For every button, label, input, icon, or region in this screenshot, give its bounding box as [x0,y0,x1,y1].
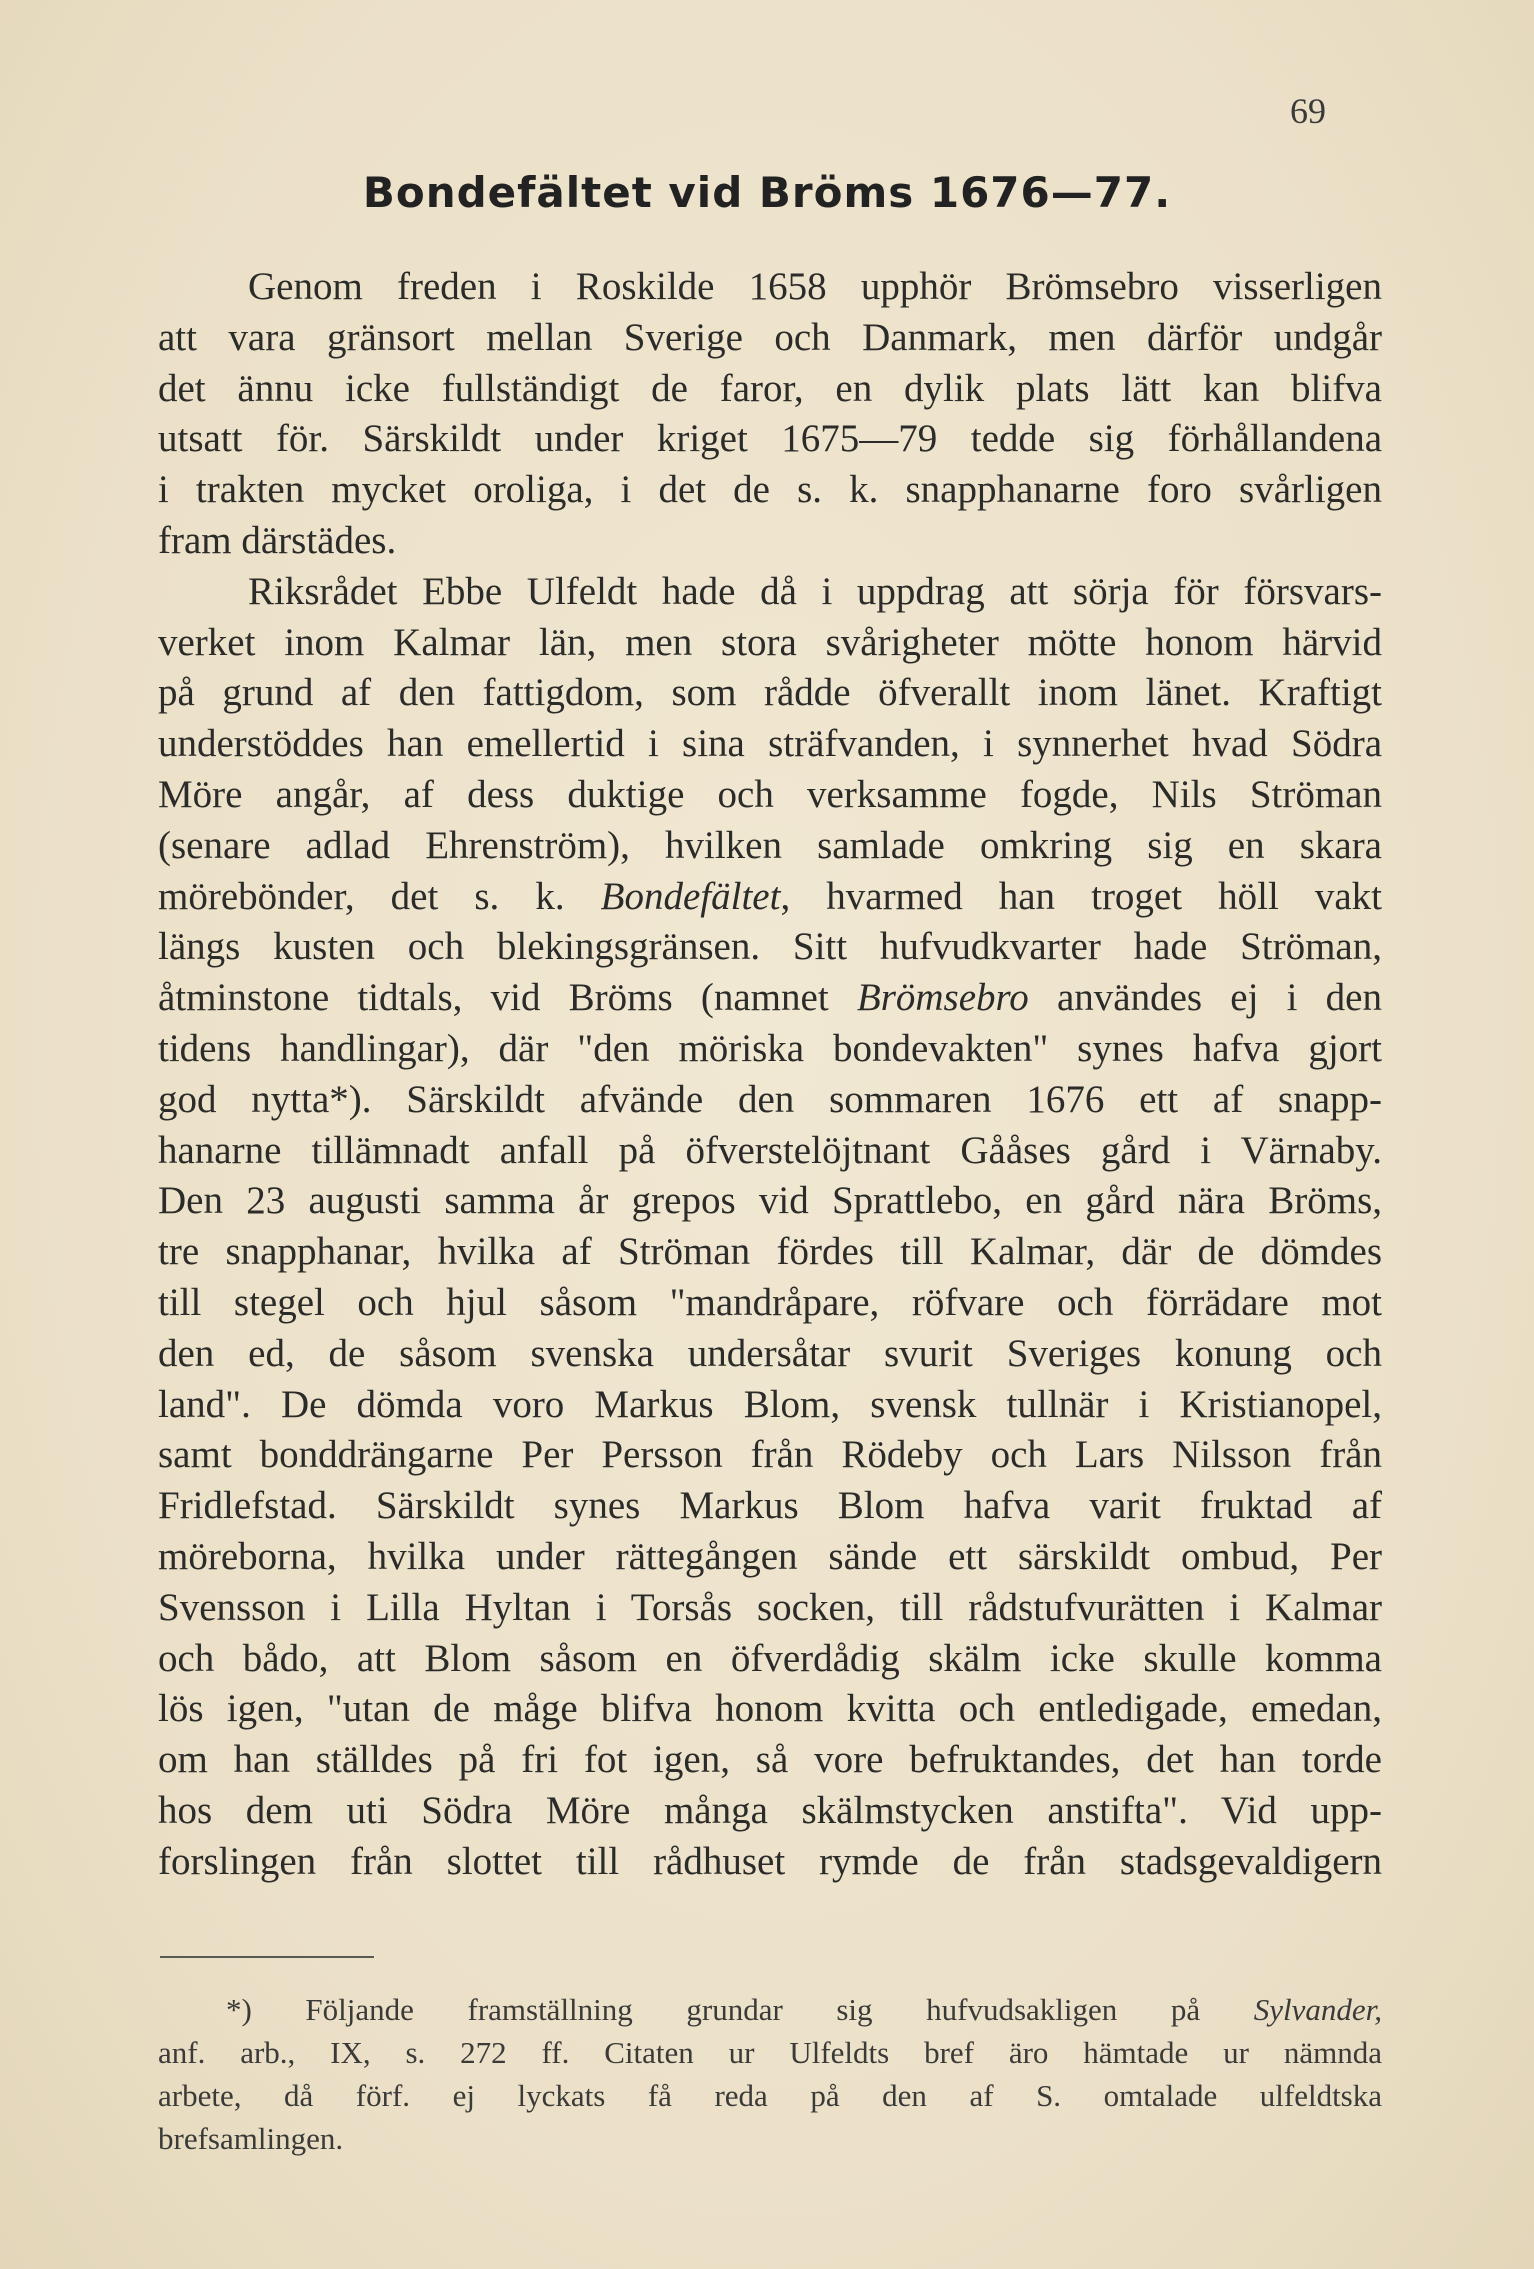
body-line [158,770,1382,821]
body-line [158,668,1382,719]
text-segment: understöddes han emellertid i sina sträfvanden, i synnerhet hvad Södra [158,722,1382,766]
body-line [158,1126,1382,1177]
body-line [158,872,1382,923]
body-line [158,1430,1382,1481]
text-segment: forslingen från slottet till rådhuset rymde de från stadsgevaldigern [158,1839,1382,1883]
text-segment: på grund af den fattigdom, som rådde öfverallt inom länet. Kraftigt [158,671,1382,715]
footnote-line [158,2074,1382,2117]
body-line [158,1837,1382,1888]
text-segment: användes ej i den [1028,976,1382,1020]
text-segment: arbete, då förf. ej lyckats få reda på den af S. omtalade ulfeldtska [158,2078,1382,2113]
body-line [158,516,1382,567]
footnote-line [158,2031,1382,2074]
body-line [158,1380,1382,1431]
text-segment: lös igen, "utan de måge blifva honom kvitta och entledigade, emedan, [158,1687,1382,1731]
text-segment: fram därstädes. [158,518,397,562]
body-line [158,922,1382,973]
italic-text: Sylvander, [1253,1992,1382,2027]
body-line [158,719,1382,770]
text-segment: mörebönder, det s. k. [158,874,601,918]
body-line [158,1634,1382,1685]
body-text [158,262,1382,1888]
body-line [158,1329,1382,1380]
text-segment: det ännu icke fullständigt de faror, en dylik plats lätt kan blifva [158,366,1382,410]
body-line [158,1075,1382,1126]
text-segment: hanarne tillämnadt anfall på öfverstelöjtnant Gååses gård i Värnaby. [158,1128,1382,1172]
text-segment: hos dem uti Södra Möre många skälmstycken anstifta". Vid upp- [158,1788,1382,1832]
footnote-divider [160,1956,374,1958]
text-segment: verket inom Kalmar län, men stora svårigheter mötte honom härvid [158,620,1382,664]
body-line [158,1278,1382,1329]
text-segment: anf. arb., IX, s. 272 ff. Citaten ur Ulfeldts bref äro hämtade ur nämnda [158,2035,1382,2070]
text-segment: möreborna, hvilka under rättegången sände ett särskildt ombud, Per [158,1534,1382,1578]
text-segment: land". De dömda voro Markus Blom, svensk tullnär i Kristianopel, [158,1382,1382,1426]
footnote-line [158,1988,1382,2031]
body-line [158,1227,1382,1278]
body-line [158,1532,1382,1583]
body-line [158,567,1382,618]
body-line [158,465,1382,516]
text-segment: brefsamlingen. [158,2121,344,2156]
text-segment: utsatt för. Särskildt under kriget 1675—79 tedde sig förhållandena [158,417,1382,461]
text-segment: Svensson i Lilla Hyltan i Torsås socken, till rådstufvurätten i Kalmar [158,1585,1382,1629]
text-segment: om han ställdes på fri fot igen, så vore befruktandes, det han torde [158,1738,1382,1782]
body-line [158,1481,1382,1532]
body-line [158,1684,1382,1735]
body-line [158,262,1382,313]
body-line [158,1024,1382,1075]
text-segment: samt bonddrängarne Per Persson från Rödeby och Lars Nilsson från [158,1433,1382,1477]
body-line [158,1735,1382,1786]
body-line [158,973,1382,1024]
body-line [158,364,1382,415]
text-segment: , hvarmed han troget höll vakt [780,874,1382,918]
text-segment: Möre angår, af dess duktige och verksamme fogde, Nils Ströman [158,772,1382,816]
body-line [158,414,1382,465]
text-segment: längs kusten och blekingsgränsen. Sitt hufvudkvarter hade Ströman, [158,925,1382,969]
body-line [158,821,1382,872]
page-number: 69 [1290,91,1326,131]
text-segment: god nytta*). Särskildt afvände den sommaren 1676 ett af snapp- [158,1077,1382,1121]
italic-text: Bondefältet [600,874,781,918]
text-segment: Genom freden i Roskilde 1658 upphör Brömsebro visserligen [248,265,1382,308]
body-line [158,618,1382,669]
text-segment: åtminstone tidtals, vid Bröms (namnet [158,976,857,1020]
text-segment: i trakten mycket oroliga, i det de s. k. snapphanarne foro svårligen [158,468,1382,512]
text-segment: Fridlefstad. Särskildt synes Markus Blom hafva varit fruktad af [158,1484,1382,1528]
text-segment: till stegel och hjul såsom "mandråpare, röfvare och förrädare mot [158,1280,1382,1324]
text-segment: tre snapphanar, hvilka af Ströman fördes till Kalmar, där de dömdes [158,1230,1382,1274]
text-segment: tidens handlingar), där "den möriska bondevakten" synes hafva gjort [158,1026,1382,1070]
text-segment: att vara gränsort mellan Sverige och Danmark, men därför undgår [158,315,1382,359]
body-line [158,1583,1382,1634]
chapter-title: Bondefältet vid Bröms 1676—77. [362,168,1172,217]
text-segment: Den 23 augusti samma år grepos vid Sprattlebo, en gård nära Bröms, [158,1179,1382,1223]
italic-text: Brömsebro [856,976,1029,1020]
body-line [158,313,1382,364]
footnote-line [158,2117,1382,2160]
text-segment: den ed, de såsom svenska undersåtar svurit Sveriges konung och [158,1331,1382,1375]
body-line [158,1176,1382,1227]
text-segment: (senare adlad Ehrenström), hvilken samlade omkring sig en skara [158,823,1382,867]
text-segment: *) Följande framställning grundar sig hufvudsakligen på [226,1992,1254,2027]
text-segment: Riksrådet Ebbe Ulfeldt hade då i uppdrag att sörja för försvars- [248,569,1382,613]
text-segment: och bådo, att Blom såsom en öfverdådig skälm icke skulle komma [158,1636,1382,1680]
body-line [158,1786,1382,1837]
footnote [158,1988,1382,2160]
